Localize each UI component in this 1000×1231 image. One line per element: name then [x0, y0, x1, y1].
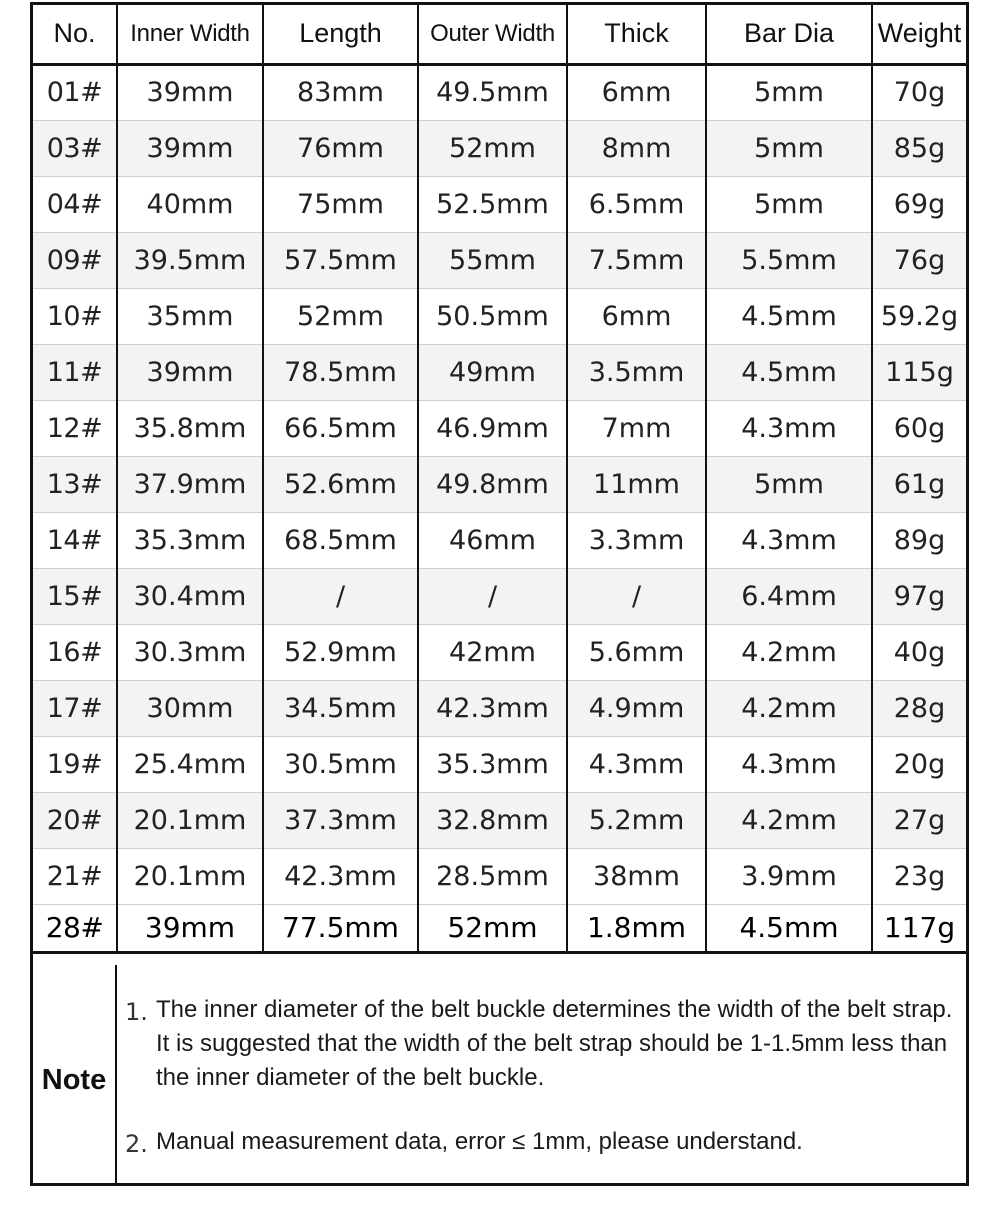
header-row	[33, 5, 966, 64]
cell-thick: /	[567, 568, 706, 624]
cell-thick: 6mm	[567, 64, 706, 120]
cell-weight: 115g	[872, 344, 966, 400]
cell-inner-width: 37.9mm	[117, 456, 263, 512]
cell-weight: 61g	[872, 456, 966, 512]
table-row	[33, 680, 966, 736]
cell-thick: 3.5mm	[567, 344, 706, 400]
cell-no: 21#	[33, 848, 117, 904]
table-row	[33, 176, 966, 232]
cell-no: 03#	[33, 120, 117, 176]
cell-length: 76mm	[263, 120, 418, 176]
cell-length: 52mm	[263, 288, 418, 344]
cell-thick: 4.3mm	[567, 736, 706, 792]
cell-outer-width: 49.8mm	[418, 456, 567, 512]
cell-no: 17#	[33, 680, 117, 736]
header-inner-width: Inner Width	[117, 5, 263, 64]
cell-thick: 6.5mm	[567, 176, 706, 232]
cell-length: 52.6mm	[263, 456, 418, 512]
cell-no: 11#	[33, 344, 117, 400]
cell-weight: 70g	[872, 64, 966, 120]
cell-outer-width: 42.3mm	[418, 680, 567, 736]
cell-length: 37.3mm	[263, 792, 418, 848]
header-length: Length	[263, 5, 418, 64]
cell-no: 09#	[33, 232, 117, 288]
table-row	[33, 848, 966, 904]
cell-thick: 3.3mm	[567, 512, 706, 568]
table-row	[33, 456, 966, 512]
table-row	[33, 120, 966, 176]
cell-bar-dia: 6.4mm	[706, 568, 872, 624]
cell-thick: 5.6mm	[567, 624, 706, 680]
cell-inner-width: 30mm	[117, 680, 263, 736]
note-label-cell	[33, 965, 117, 1183]
header-weight: Weight	[872, 5, 966, 64]
cell-outer-width: 32.8mm	[418, 792, 567, 848]
cell-bar-dia: 5mm	[706, 64, 872, 120]
header-bar-dia: Bar Dia	[706, 5, 872, 64]
cell-thick: 6mm	[567, 288, 706, 344]
cell-no: 20#	[33, 792, 117, 848]
cell-inner-width: 39mm	[117, 344, 263, 400]
cell-outer-width: 55mm	[418, 232, 567, 288]
cell-weight: 69g	[872, 176, 966, 232]
table-row	[33, 288, 966, 344]
cell-inner-width: 30.3mm	[117, 624, 263, 680]
cell-length: 34.5mm	[263, 680, 418, 736]
cell-inner-width: 35.8mm	[117, 400, 263, 456]
cell-length: 42.3mm	[263, 848, 418, 904]
cell-inner-width: 35.3mm	[117, 512, 263, 568]
cell-outer-width: 49mm	[418, 344, 567, 400]
cell-no: 13#	[33, 456, 117, 512]
size-chart-sheet	[30, 2, 969, 1186]
cell-inner-width: 39mm	[117, 120, 263, 176]
cell-no: 16#	[33, 624, 117, 680]
cell-outer-width: 46mm	[418, 512, 567, 568]
cell-length: 77.5mm	[263, 904, 418, 952]
cell-weight: 27g	[872, 792, 966, 848]
cell-inner-width: 39.5mm	[117, 232, 263, 288]
cell-weight: 117g	[872, 904, 966, 952]
cell-weight: 76g	[872, 232, 966, 288]
cell-bar-dia: 4.3mm	[706, 512, 872, 568]
cell-outer-width: 46.9mm	[418, 400, 567, 456]
cell-length: /	[263, 568, 418, 624]
cell-weight: 59.2g	[872, 288, 966, 344]
cell-no: 14#	[33, 512, 117, 568]
cell-length: 52.9mm	[263, 624, 418, 680]
note-item-text: The inner diameter of the belt buckle determines the width of the belt strap. It is suggested that the width of the belt strap should be 1-1.5mm less than the inner diameter of the belt buckle.	[156, 996, 953, 1091]
cell-thick: 4.9mm	[567, 680, 706, 736]
cell-bar-dia: 5.5mm	[706, 232, 872, 288]
cell-inner-width: 30.4mm	[117, 568, 263, 624]
cell-inner-width: 39mm	[117, 904, 263, 952]
cell-bar-dia: 4.3mm	[706, 400, 872, 456]
note-text-cell	[117, 965, 966, 1183]
cell-bar-dia: 4.5mm	[706, 288, 872, 344]
cell-length: 68.5mm	[263, 512, 418, 568]
cell-weight: 89g	[872, 512, 966, 568]
note-item-number: 2.	[125, 1130, 148, 1158]
cell-no: 19#	[33, 736, 117, 792]
cell-bar-dia: 4.5mm	[706, 344, 872, 400]
cell-inner-width: 25.4mm	[117, 736, 263, 792]
note-item-text: Manual measurement data, error ≤ 1mm, please understand.	[156, 1128, 803, 1155]
cell-outer-width: 35.3mm	[418, 736, 567, 792]
cell-inner-width: 35mm	[117, 288, 263, 344]
table-row	[33, 568, 966, 624]
cell-bar-dia: 4.3mm	[706, 736, 872, 792]
size-table-header	[33, 5, 966, 64]
cell-no: 10#	[33, 288, 117, 344]
cell-no: 12#	[33, 400, 117, 456]
cell-inner-width: 20.1mm	[117, 848, 263, 904]
cell-thick: 8mm	[567, 120, 706, 176]
cell-no: 01#	[33, 64, 117, 120]
cell-bar-dia: 4.2mm	[706, 680, 872, 736]
cell-weight: 97g	[872, 568, 966, 624]
note-item-number: 1.	[125, 998, 148, 1026]
cell-bar-dia: 5mm	[706, 456, 872, 512]
cell-weight: 40g	[872, 624, 966, 680]
cell-inner-width: 20.1mm	[117, 792, 263, 848]
note-item	[125, 993, 955, 1095]
note-section	[33, 965, 966, 1183]
cell-length: 66.5mm	[263, 400, 418, 456]
table-row	[33, 792, 966, 848]
size-table	[33, 5, 966, 954]
note-label: Note	[41, 1063, 107, 1096]
cell-outer-width: 52.5mm	[418, 176, 567, 232]
cell-thick: 1.8mm	[567, 904, 706, 952]
table-row	[33, 64, 966, 120]
cell-weight: 20g	[872, 736, 966, 792]
cell-bar-dia: 5mm	[706, 176, 872, 232]
cell-bar-dia: 4.2mm	[706, 792, 872, 848]
cell-outer-width: 52mm	[418, 120, 567, 176]
table-row	[33, 232, 966, 288]
cell-length: 57.5mm	[263, 232, 418, 288]
table-row	[33, 344, 966, 400]
cell-weight: 23g	[872, 848, 966, 904]
cell-no: 04#	[33, 176, 117, 232]
cell-bar-dia: 4.5mm	[706, 904, 872, 952]
cell-no: 15#	[33, 568, 117, 624]
cell-outer-width: 42mm	[418, 624, 567, 680]
cell-outer-width: 52mm	[418, 904, 567, 952]
cell-bar-dia: 5mm	[706, 120, 872, 176]
cell-length: 75mm	[263, 176, 418, 232]
cell-thick: 38mm	[567, 848, 706, 904]
header-no: No.	[33, 5, 117, 64]
cell-inner-width: 40mm	[117, 176, 263, 232]
cell-weight: 60g	[872, 400, 966, 456]
cell-no: 28#	[33, 904, 117, 952]
cell-length: 83mm	[263, 64, 418, 120]
cell-weight: 85g	[872, 120, 966, 176]
size-table-body	[33, 64, 966, 952]
table-row	[33, 624, 966, 680]
header-thick: Thick	[567, 5, 706, 64]
cell-thick: 5.2mm	[567, 792, 706, 848]
cell-outer-width: 49.5mm	[418, 64, 567, 120]
cell-outer-width: 28.5mm	[418, 848, 567, 904]
cell-bar-dia: 4.2mm	[706, 624, 872, 680]
cell-outer-width: 50.5mm	[418, 288, 567, 344]
cell-inner-width: 39mm	[117, 64, 263, 120]
cell-thick: 7.5mm	[567, 232, 706, 288]
cell-bar-dia: 3.9mm	[706, 848, 872, 904]
cell-outer-width: /	[418, 568, 567, 624]
table-row	[33, 736, 966, 792]
cell-thick: 11mm	[567, 456, 706, 512]
cell-length: 78.5mm	[263, 344, 418, 400]
table-row	[33, 904, 966, 952]
cell-thick: 7mm	[567, 400, 706, 456]
table-row	[33, 512, 966, 568]
cell-weight: 28g	[872, 680, 966, 736]
note-item	[125, 1125, 955, 1159]
header-outer-width: Outer Width	[418, 5, 567, 64]
table-row	[33, 400, 966, 456]
cell-length: 30.5mm	[263, 736, 418, 792]
